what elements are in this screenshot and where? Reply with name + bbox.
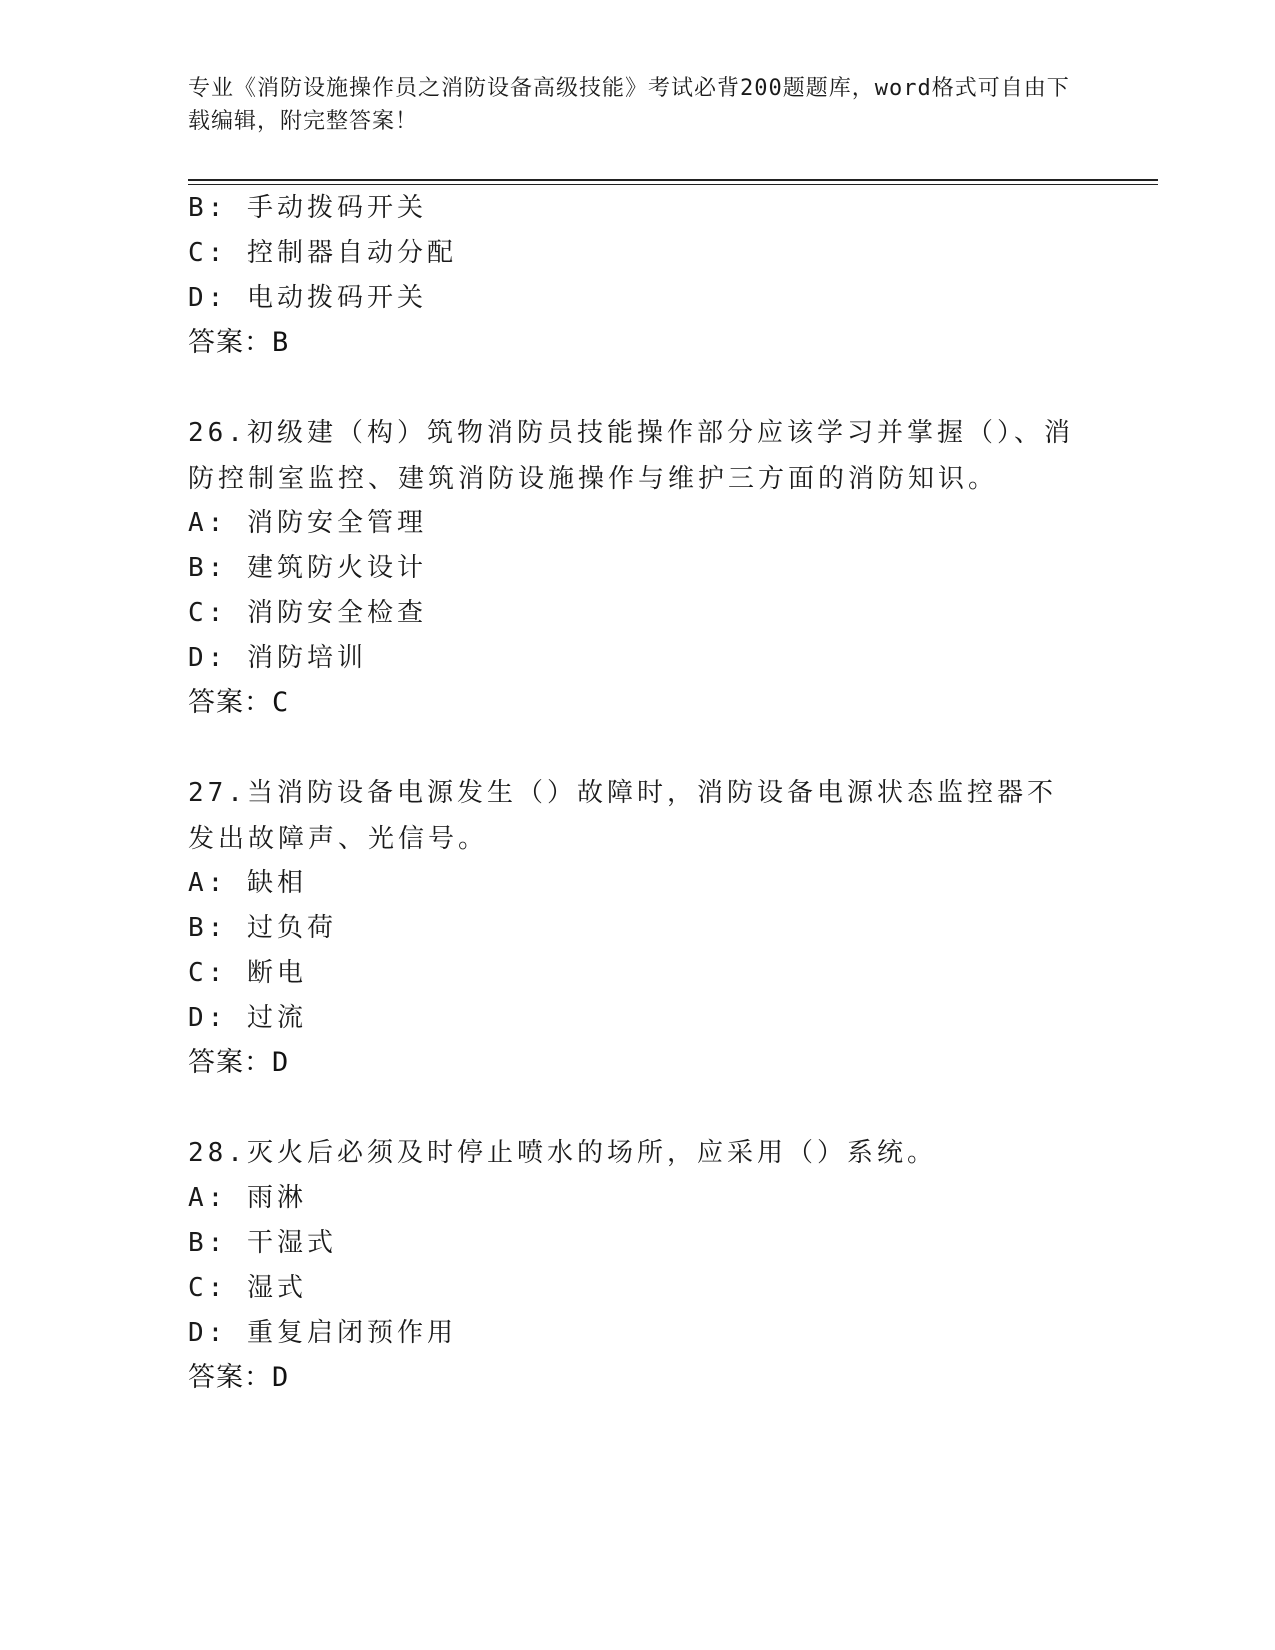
q27-question: 27.当消防设备电源发生（）故障时，消防设备电源状态监控器不发出故障声、光信号。 [188,778,1057,854]
q27-option-a: A: 缺相 [188,868,307,898]
q27-answer [188,1040,289,1086]
answer-label: 答案： [188,687,272,718]
answer-label: 答案： [188,327,272,358]
q26-option-c: C: 消防安全检查 [188,598,427,628]
answer-value: C [272,687,290,718]
q28-option-d: D: 重复启闭预作用 [188,1318,457,1348]
answer-value: B [272,327,290,358]
q27-option-d: D: 过流 [188,1003,307,1033]
answer-value: D [272,1047,290,1078]
q28-option-a: A: 雨淋 [188,1183,307,1213]
answer-label: 答案： [188,1047,272,1078]
q28-option-c: C: 湿式 [188,1273,307,1303]
answer-label: 答案： [188,1362,272,1393]
q28-option-b: B: 干湿式 [188,1228,337,1258]
q26-option-d: D: 消防培训 [188,643,367,673]
answer-value: D [272,1362,290,1393]
q27-option-c: C: 断电 [188,958,307,988]
q26-answer [188,680,289,726]
q26-question: 26.初级建（构）筑物消防员技能操作部分应该学习并掌握（）、消防控制室监控、建筑消防设施操作与维护三方面的消防知识。 [188,418,1074,494]
q26-option-a: A: 消防安全管理 [188,508,427,538]
q26-option-b: B: 建筑防火设计 [188,553,427,583]
q25-option-d: D: 电动拨码开关 [188,283,427,313]
q28-question: 28.灭火后必须及时停止喷水的场所，应采用（）系统。 [188,1138,937,1168]
q25-answer [188,320,289,366]
header-rule-thick [188,179,1158,181]
document-header: 专业《消防设施操作员之消防设备高级技能》考试必背200题题库，word格式可自由下载编辑，附完整答案！ [188,76,1070,134]
q28-answer [188,1355,289,1401]
q25-option-c: C: 控制器自动分配 [188,238,457,268]
q25-option-b: B: 手动拨码开关 [188,193,427,223]
q27-option-b: B: 过负荷 [188,913,337,943]
